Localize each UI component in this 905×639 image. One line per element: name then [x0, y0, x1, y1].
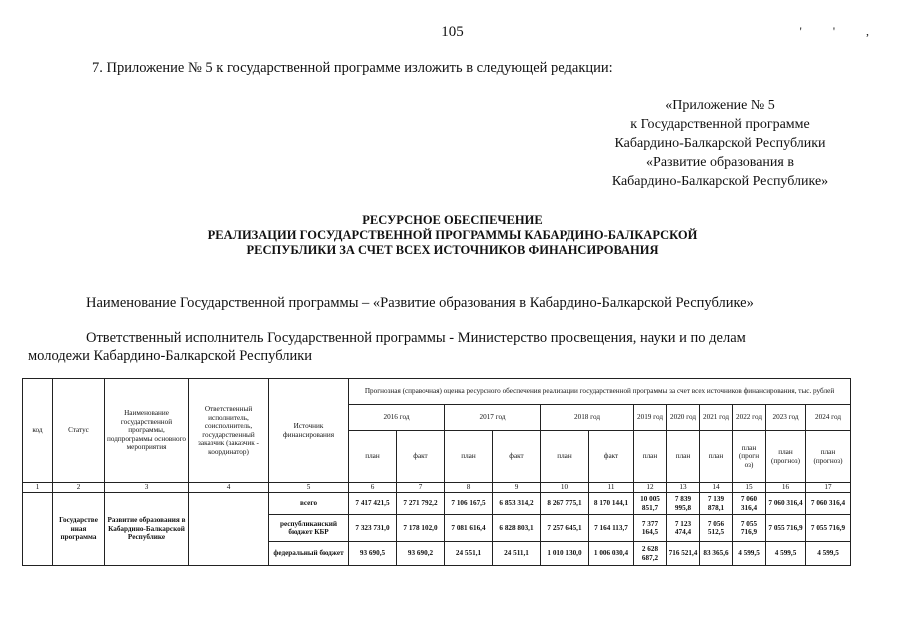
sub-header: факт [493, 431, 541, 483]
year-header: 2016 год [349, 405, 445, 431]
col-number: 2 [53, 483, 105, 493]
year-header: 2020 год [667, 405, 700, 431]
header-executor: Ответственный исполнитель, соисполнитель, государственный заказчик (заказчик - координатор) [189, 379, 269, 483]
value-cell: 7 417 421,5 [349, 493, 397, 515]
sub-header: план [700, 431, 733, 483]
value-cell: 716 521,4 [667, 542, 700, 566]
title-line: РЕСПУБЛИКИ ЗА СЧЕТ ВСЕХ ИСТОЧНИКОВ ФИНАНСИРОВАНИЯ [246, 243, 659, 257]
header-kod: код [23, 379, 53, 483]
value-cell: 83 365,6 [700, 542, 733, 566]
value-cell: 8 267 775,1 [541, 493, 589, 515]
col-number: 3 [105, 483, 189, 493]
executor-cell [189, 493, 269, 566]
page-number: 105 [441, 24, 464, 40]
value-cell: 7 055 716,9 [766, 515, 806, 542]
value-cell: 4 599,5 [766, 542, 806, 566]
value-cell: 7 055 716,9 [733, 515, 766, 542]
program-name-cell: Развитие образования в Кабардино-Балкарской Республике [105, 493, 189, 566]
executor-line: Ответственный исполнитель Государственной программы - Министерство просвещения, науки и по делам [86, 330, 746, 346]
value-cell: 7 123 474,4 [667, 515, 700, 542]
col-number: 11 [589, 483, 634, 493]
col-number: 7 [397, 483, 445, 493]
value-cell: 7 055 716,9 [806, 515, 851, 542]
col-number: 4 [189, 483, 269, 493]
col-number: 5 [269, 483, 349, 493]
program-name: Наименование Государственной программы – «Развитие образования в Кабардино-Балкарской Республике» [86, 295, 754, 311]
value-cell: 7 060 316,4 [766, 493, 806, 515]
value-cell: 6 853 314,2 [493, 493, 541, 515]
value-cell: 93 690,5 [349, 542, 397, 566]
sub-header: план [541, 431, 589, 483]
value-cell: 7 139 878,1 [700, 493, 733, 515]
col-number: 16 [766, 483, 806, 493]
value-cell: 4 599,5 [806, 542, 851, 566]
col-number: 10 [541, 483, 589, 493]
sub-header: план (прогноз) [766, 431, 806, 483]
col-number: 8 [445, 483, 493, 493]
value-cell: 7 257 645,1 [541, 515, 589, 542]
kod-cell [23, 493, 53, 566]
col-number: 17 [806, 483, 851, 493]
value-cell: 10 005 851,7 [634, 493, 667, 515]
document-title [0, 213, 905, 258]
value-cell: 7 056 512,5 [700, 515, 733, 542]
value-cell: 7 081 616,4 [445, 515, 493, 542]
value-cell: 7 377 164,5 [634, 515, 667, 542]
value-cell: 7 178 102,0 [397, 515, 445, 542]
corner-marks: ' ' , [799, 24, 883, 38]
sub-header: план [634, 431, 667, 483]
value-cell: 24 551,1 [445, 542, 493, 566]
sub-header: план [349, 431, 397, 483]
title-line: РЕАЛИЗАЦИИ ГОСУДАРСТВЕННОЙ ПРОГРАММЫ КАБАРДИНО-БАЛКАРСКОЙ [207, 228, 698, 242]
col-number: 13 [667, 483, 700, 493]
status-cell: Государстве нная программа [53, 493, 105, 566]
source-cell: федеральный бюджет [269, 542, 349, 566]
value-cell: 6 828 803,1 [493, 515, 541, 542]
year-header: 2018 год [541, 405, 634, 431]
sub-header: план (прогн оз) [733, 431, 766, 483]
sub-header: план [445, 431, 493, 483]
header-status: Статус [53, 379, 105, 483]
sub-header: факт [589, 431, 634, 483]
value-cell: 4 599,5 [733, 542, 766, 566]
intro-line: 7. Приложение № 5 к государственной программе изложить в следующей редакции: [92, 60, 613, 76]
value-cell: 2 628 687,2 [634, 542, 667, 566]
value-cell: 7 106 167,5 [445, 493, 493, 515]
value-cell: 7 839 995,8 [667, 493, 700, 515]
appendix-line: Кабардино-Балкарской Республики [614, 136, 826, 151]
col-number: 14 [700, 483, 733, 493]
year-header: 2021 год [700, 405, 733, 431]
sub-header: план [667, 431, 700, 483]
value-cell: 8 170 144,1 [589, 493, 634, 515]
source-cell: всего [269, 493, 349, 515]
source-cell: республиканский бюджет КБР [269, 515, 349, 542]
value-cell: 93 690,2 [397, 542, 445, 566]
year-header: 2017 год [445, 405, 541, 431]
col-number: 6 [349, 483, 397, 493]
col-number: 1 [23, 483, 53, 493]
title-line: РЕСУРСНОЕ ОБЕСПЕЧЕНИЕ [362, 213, 543, 227]
resource-table [22, 378, 851, 566]
year-header: 2019 год [634, 405, 667, 431]
header-name: Наименование государственной программы, подпрограммы основного мероприятия [105, 379, 189, 483]
value-cell: 24 511,1 [493, 542, 541, 566]
sub-header: план (прогноз) [806, 431, 851, 483]
col-number: 12 [634, 483, 667, 493]
value-cell: 7 060 316,4 [806, 493, 851, 515]
year-header: 2024 год [806, 405, 851, 431]
header-forecast: Прогнозная (справочная) оценка ресурсного обеспечения реализации государственной программы за счет всех источников финансирования, тыс. рублей [349, 379, 851, 405]
sub-header: факт [397, 431, 445, 483]
col-number: 9 [493, 483, 541, 493]
year-header: 2023 год [766, 405, 806, 431]
header-source: Источник финансирования [269, 379, 349, 483]
executor-line-cont: молодежи Кабардино-Балкарской Республики [28, 348, 313, 364]
value-cell: 7 271 792,2 [397, 493, 445, 515]
value-cell: 1 006 030,4 [589, 542, 634, 566]
value-cell: 1 010 130,0 [541, 542, 589, 566]
year-header: 2022 год [733, 405, 766, 431]
appendix-line: «Приложение № 5 [665, 98, 775, 113]
appendix-line: Кабардино-Балкарской Республике» [611, 174, 829, 189]
col-number: 15 [733, 483, 766, 493]
appendix-block [560, 96, 880, 191]
value-cell: 7 323 731,0 [349, 515, 397, 542]
value-cell: 7 164 113,7 [589, 515, 634, 542]
appendix-line: «Развитие образования в [646, 155, 794, 170]
value-cell: 7 060 316,4 [733, 493, 766, 515]
appendix-line: к Государственной программе [630, 117, 810, 132]
